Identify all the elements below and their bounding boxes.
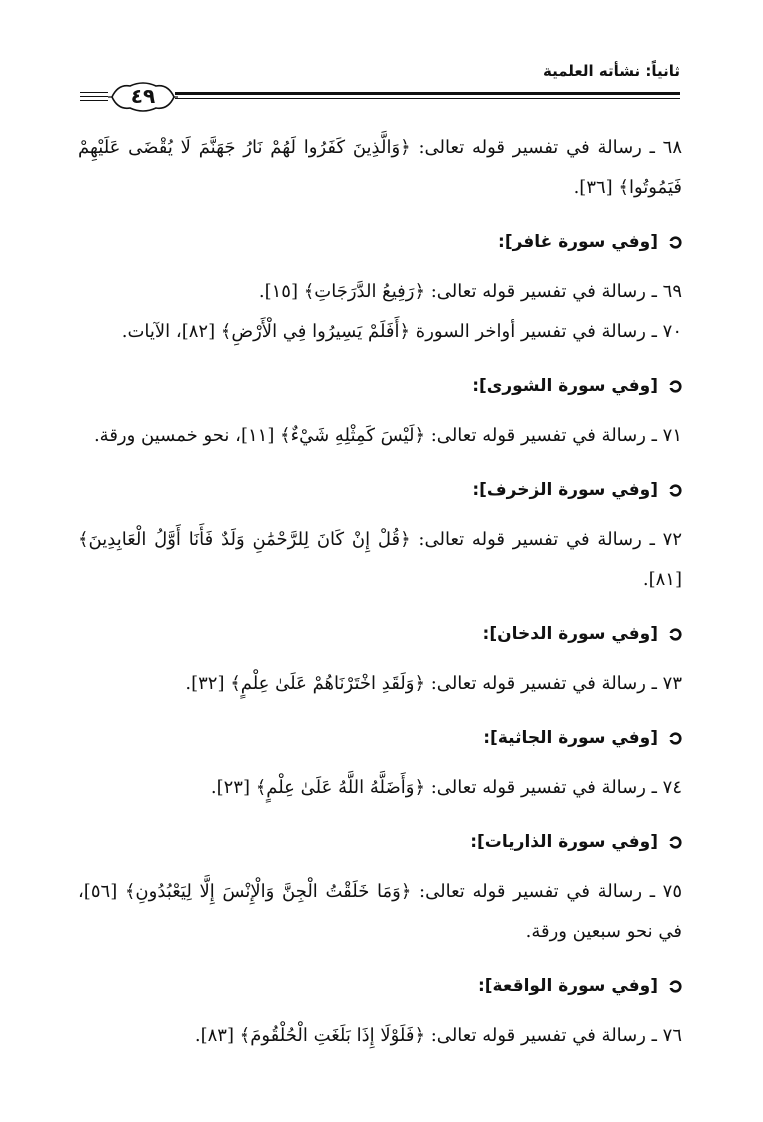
heading-bullet-icon [669,628,682,641]
heading-bullet-icon [669,380,682,393]
ornament-line [80,96,108,97]
list-item: ٦٨ ـ رسالة في تفسير قوله تعالى: ﴿وَالَّذِينَ كَفَرُوا لَهُمْ نَارُ جَهَنَّمَ لَا يُقْضَى عَلَيْهِمْ فَيَمُوتُوا﴾ [٣٦]. [78,137,682,198]
section-heading [78,968,682,1004]
heading-bullet-icon [669,236,682,249]
section-heading [78,616,682,652]
section-heading [78,224,682,260]
heading-bullet-icon [669,980,682,993]
heading-bullet-icon [669,836,682,849]
page-number-ornament [108,80,178,114]
heading-text: [وفي سورة الجاثية]: [483,728,658,748]
list-item: ٧٢ ـ رسالة في تفسير قوله تعالى: ﴿قُلْ إِنْ كَانَ لِلرَّحْمَٰنِ وَلَدٌ فَأَنَا أَوَّلُ الْعَابِدِينَ﴾ [٨١]. [78,529,682,590]
ornament-line [80,100,108,101]
running-title: ثانياً: نشأته العلمية [543,62,680,80]
list-item: ٧٣ ـ رسالة في تفسير قوله تعالى: ﴿وَلَقَدِ اخْتَرْنَاهُمْ عَلَىٰ عِلْمٍ﴾ [٣٢]. [185,673,682,694]
page-body [78,128,682,1056]
list-item: ٧٤ ـ رسالة في تفسير قوله تعالى: ﴿وَأَضَلَّهُ اللَّهُ عَلَىٰ عِلْمٍ﴾ [٢٣]. [210,777,682,798]
heading-text: [وفي سورة غافر]: [498,232,658,252]
page-number: ٤٩ [130,84,156,108]
page-header [80,62,680,110]
ornament-line [80,92,108,93]
heading-bullet-icon [669,732,682,745]
list-item: ٧٠ ـ رسالة في تفسير أواخر السورة ﴿أَفَلَمْ يَسِيرُوا فِي الْأَرْضِ﴾ [٨٢]، الآيات. [121,321,682,342]
heading-text: [وفي سورة الذاريات]: [470,832,658,852]
heading-bullet-icon [669,484,682,497]
header-rule-thin [175,98,680,99]
section-heading [78,824,682,860]
section-heading [78,472,682,508]
section-heading [78,720,682,756]
heading-text: [وفي سورة الدخان]: [482,624,658,644]
list-item: ٦٩ ـ رسالة في تفسير قوله تعالى: ﴿رَفِيعُ الدَّرَجَاتِ﴾ [١٥]. [258,281,682,302]
list-item: ٧١ ـ رسالة في تفسير قوله تعالى: ﴿لَيْسَ كَمِثْلِهِ شَيْءٌ﴾ [١١]، نحو خمسين ورقة. [93,425,682,446]
section-heading [78,368,682,404]
heading-text: [وفي سورة الزخرف]: [472,480,658,500]
heading-text: [وفي سورة الواقعة]: [477,976,658,996]
header-rule-thick [175,92,680,95]
heading-text: [وفي سورة الشورى]: [472,376,658,396]
list-item: ٧٦ ـ رسالة في تفسير قوله تعالى: ﴿فَلَوْلَا إِذَا بَلَغَتِ الْحُلْقُومَ﴾ [٨٣]. [194,1025,682,1046]
list-item: ٧٥ ـ رسالة في تفسير قوله تعالى: ﴿وَمَا خَلَقْتُ الْجِنَّ وَالْإِنْسَ إِلَّا لِيَعْبُدُونِ﴾ [٥٦]، في نحو سبعين ورقة. [78,881,682,942]
